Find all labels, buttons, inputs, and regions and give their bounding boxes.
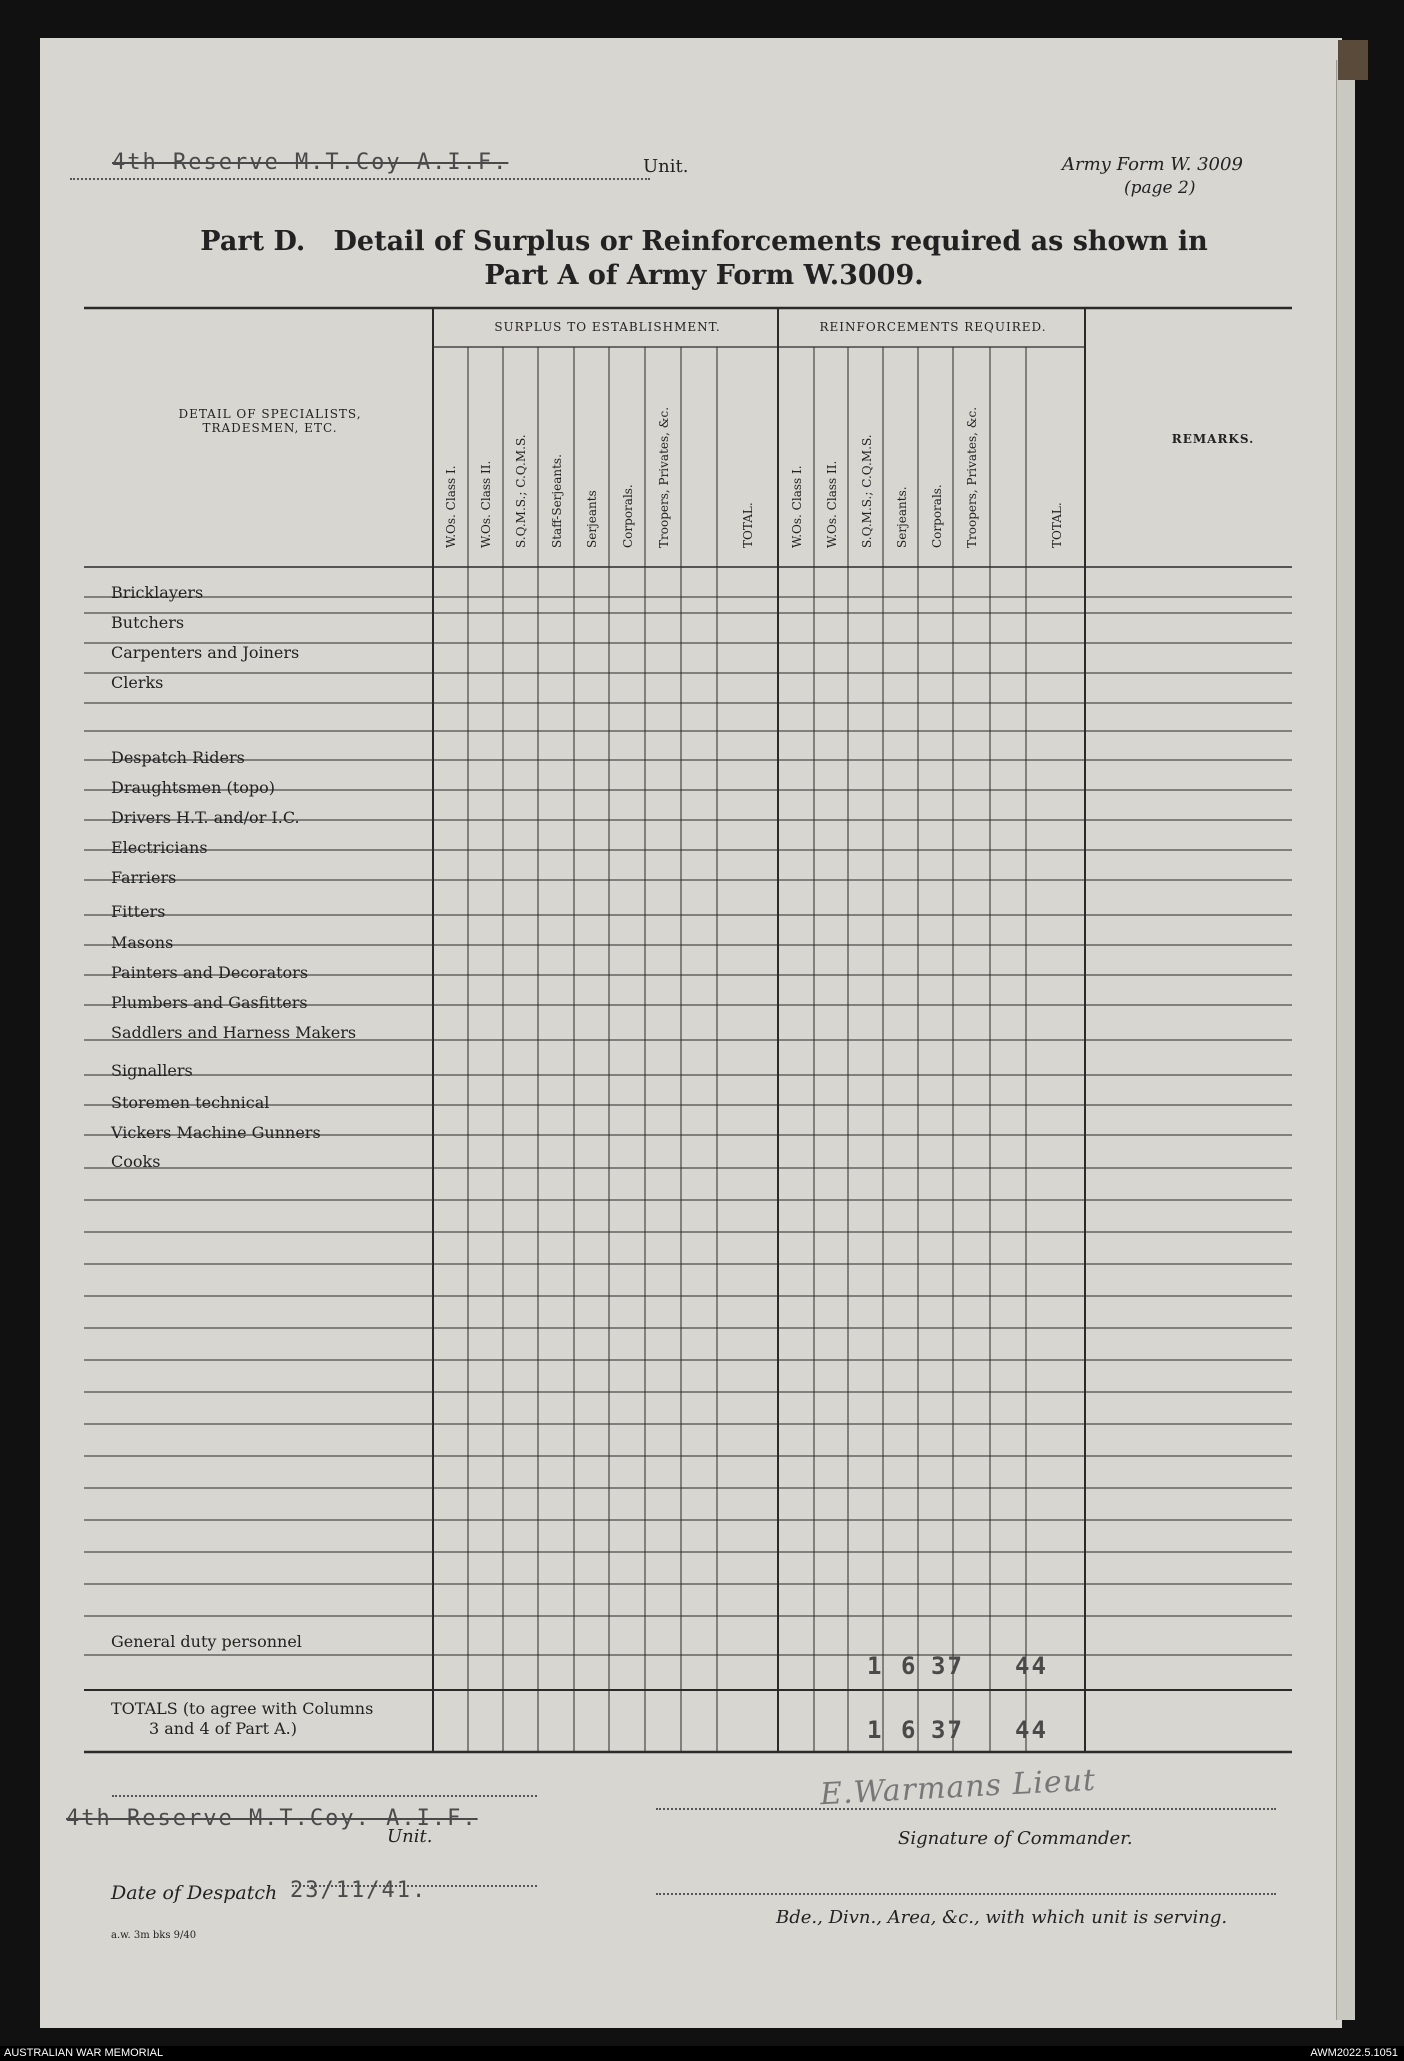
reinf-column-header: S.Q.M.S.; C.Q.M.S. bbox=[860, 434, 874, 548]
row-label: Drivers H.T. and/or I.C. bbox=[111, 808, 300, 827]
totals-total-value: 44 bbox=[1015, 1716, 1048, 1744]
gd-troopers-value: 37 bbox=[931, 1652, 964, 1680]
row-label: Clerks bbox=[111, 673, 164, 692]
archive-bar bbox=[0, 2046, 1404, 2061]
row-label: Draughtsmen (topo) bbox=[111, 778, 275, 797]
remarks-header: REMARKS. bbox=[1171, 432, 1255, 446]
row-label: Despatch Riders bbox=[111, 748, 245, 767]
reinf-column-header: W.Os. Class I. bbox=[790, 465, 804, 548]
footer-unit-typed: 4th Reserve M.T.Coy. A.I.F. bbox=[66, 1806, 478, 1831]
row-label: Plumbers and Gasfitters bbox=[111, 993, 308, 1012]
totals-label-line-2: 3 and 4 of Part A.) bbox=[149, 1719, 297, 1738]
row-label: Farriers bbox=[111, 868, 177, 887]
detail-header-line-1: DETAIL OF SPECIALISTS, bbox=[178, 407, 362, 421]
archive-id: AWM2022.5.1051 bbox=[1310, 2047, 1398, 2059]
row-label: Vickers Machine Gunners bbox=[111, 1123, 321, 1142]
surplus-column-header: TOTAL. bbox=[741, 502, 755, 548]
reinf-column-header: Troopers, Privates, &c. bbox=[965, 406, 979, 548]
totals-serjeants-value: 6 bbox=[901, 1716, 918, 1744]
bde-label: Bde., Divn., Area, &c., with which unit is serving. bbox=[776, 1907, 1228, 1928]
row-label: Electricians bbox=[111, 838, 208, 857]
totals-troopers-value: 37 bbox=[931, 1716, 964, 1744]
surplus-column-header: W.Os. Class I. bbox=[444, 465, 458, 548]
archive-name: AUSTRALIAN WAR MEMORIAL bbox=[4, 2047, 164, 2059]
gd-total-value: 44 bbox=[1015, 1652, 1048, 1680]
army-form-number: Army Form W. 3009 bbox=[1062, 154, 1243, 175]
footer-unit-label: Unit. bbox=[387, 1826, 433, 1847]
unit-typed-value: 4th Reserve M.T.Coy A.I.F. bbox=[112, 150, 509, 175]
signature-line bbox=[656, 1808, 1276, 1810]
totals-label-line-1: TOTALS (to agree with Columns bbox=[111, 1699, 374, 1718]
row-label: Bricklayers bbox=[111, 583, 204, 602]
reinforcements-header: REINFORCEMENTS REQUIRED. bbox=[819, 320, 1047, 334]
detail-header bbox=[140, 407, 400, 435]
surplus-column-header: Corporals. bbox=[621, 484, 635, 548]
page-number: (page 2) bbox=[1124, 178, 1196, 198]
signature-label: Signature of Commander. bbox=[898, 1828, 1133, 1849]
reinf-column-header: Serjeants. bbox=[895, 486, 909, 548]
print-code: a.w. 3m bks 9/40 bbox=[111, 1930, 197, 1941]
surplus-column-header: Serjeants bbox=[585, 490, 599, 548]
row-label: Painters and Decorators bbox=[111, 963, 309, 982]
footer-unit-line bbox=[112, 1795, 537, 1797]
row-label: Fitters bbox=[111, 902, 166, 921]
row-label: Cooks bbox=[111, 1152, 161, 1171]
surplus-column-header: Staff-Serjeants. bbox=[550, 454, 564, 548]
row-label: Storemen technical bbox=[111, 1093, 270, 1112]
date-label: Date of Despatch bbox=[111, 1882, 278, 1904]
surplus-header: SURPLUS TO ESTABLISHMENT. bbox=[494, 320, 721, 334]
totals-sqms-value: 1 bbox=[867, 1716, 884, 1744]
detail-header-line-2: TRADESMEN, ETC. bbox=[202, 421, 338, 435]
row-label: Masons bbox=[111, 933, 174, 952]
bde-line bbox=[656, 1893, 1276, 1895]
row-label: Carpenters and Joiners bbox=[111, 643, 300, 662]
title-line-2: Part A of Army Form W.3009. bbox=[484, 260, 924, 291]
surplus-column-header: Troopers, Privates, &c. bbox=[657, 406, 671, 548]
row-label: Saddlers and Harness Makers bbox=[111, 1023, 357, 1042]
reinf-column-header: Corporals. bbox=[930, 484, 944, 548]
general-duty-label: General duty personnel bbox=[111, 1632, 302, 1651]
gd-serjeants-value: 6 bbox=[901, 1652, 918, 1680]
reinf-column-header: TOTAL. bbox=[1050, 502, 1064, 548]
surplus-column-header: W.Os. Class II. bbox=[479, 460, 493, 548]
row-label: Butchers bbox=[111, 613, 185, 632]
date-value: 23/11/41. bbox=[290, 1878, 428, 1903]
reinf-column-header: W.Os. Class II. bbox=[825, 460, 839, 548]
totals-label bbox=[111, 1699, 373, 1739]
title-line-1: Part D. Detail of Surplus or Reinforcements required as shown in bbox=[200, 226, 1208, 257]
unit-label: Unit. bbox=[643, 156, 689, 177]
gd-sqms-value: 1 bbox=[867, 1652, 884, 1680]
surplus-column-header: S.Q.M.S.; C.Q.M.S. bbox=[514, 434, 528, 548]
commander-signature: E.Warmans Lieut bbox=[819, 1762, 1097, 1813]
row-label: Signallers bbox=[111, 1061, 193, 1080]
